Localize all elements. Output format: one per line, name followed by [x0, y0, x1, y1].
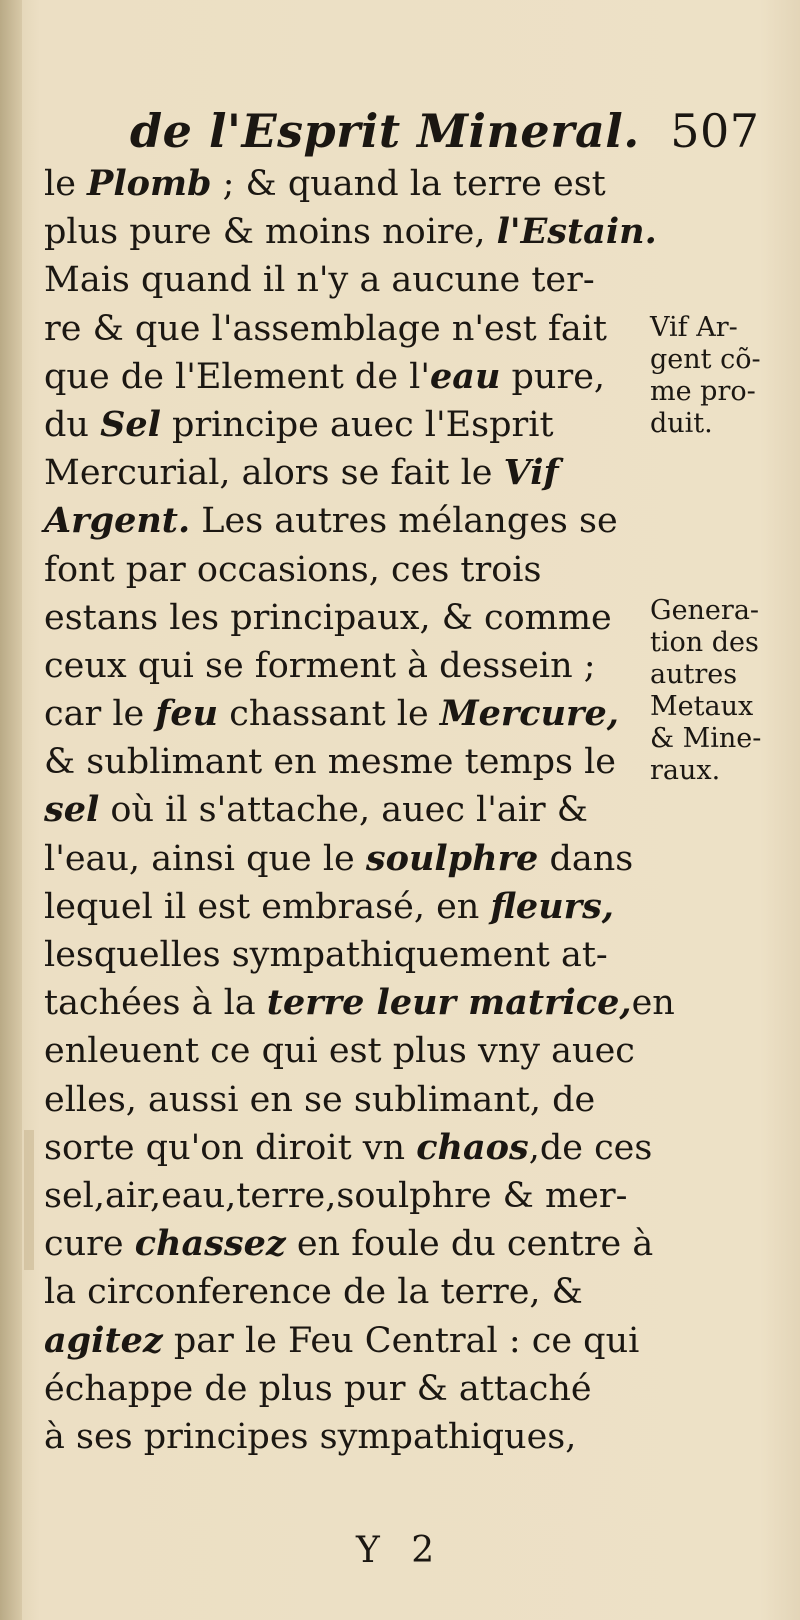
text-line — [44, 353, 644, 401]
text-line — [44, 931, 644, 979]
italic-term: Plomb — [87, 163, 212, 204]
running-header — [130, 104, 760, 158]
margin-note-line: raux. — [650, 755, 721, 786]
text-line — [44, 160, 644, 208]
text-line — [44, 1268, 644, 1316]
text-run: dans — [538, 838, 634, 879]
page-gutter — [0, 0, 22, 1620]
margin-note-generation — [650, 595, 790, 787]
signature-mark: Y 2 — [356, 1530, 445, 1571]
italic-term: terre leur matrice, — [266, 982, 632, 1024]
text-line — [44, 256, 644, 304]
text-run: lequel il est embrasé, en — [44, 886, 491, 927]
text-line — [44, 546, 644, 594]
italic-term: Argent. — [44, 500, 191, 542]
text-run: cure — [44, 1224, 135, 1265]
text-run: pure, — [500, 356, 606, 397]
italic-term: soulphre — [365, 837, 539, 879]
margin-note-line: Metaux — [650, 691, 754, 722]
italic-term: eau — [430, 355, 501, 397]
text-run: ,de ces — [528, 1127, 653, 1168]
text-line — [44, 1172, 644, 1220]
text-run: à ses principes sympathiques, — [44, 1416, 577, 1457]
header-title: de l'Esprit Mineral. — [130, 104, 640, 158]
text-line — [44, 690, 644, 738]
text-line — [44, 449, 644, 497]
text-line — [44, 1027, 644, 1075]
margin-note-line: duit. — [650, 408, 713, 439]
italic-term: chassez — [134, 1223, 286, 1265]
text-run: chassant le — [218, 694, 440, 735]
text-line — [44, 1317, 644, 1365]
text-run: du — [44, 404, 101, 445]
text-run: plus pure & moins noire, — [44, 212, 497, 253]
text-line — [44, 1124, 653, 1172]
italic-term: l'Estain. — [496, 211, 657, 253]
text-line — [44, 305, 644, 353]
text-run: ; & quand la terre est — [211, 164, 606, 204]
text-line — [44, 738, 644, 786]
italic-term: agitez — [44, 1319, 163, 1361]
text-run: sorte qu'on diroit vn — [44, 1127, 417, 1168]
text-line — [44, 979, 675, 1027]
margin-note-line: Genera- — [650, 595, 760, 626]
text-run: échappe de plus pur & attaché — [44, 1368, 592, 1409]
page-number: 507 — [670, 104, 760, 158]
italic-term: feu — [155, 693, 219, 735]
text-line — [44, 642, 644, 690]
text-run: estans les principaux, & comme — [44, 597, 612, 638]
text-run: le — [44, 164, 88, 204]
italic-term: Sel — [100, 403, 161, 445]
text-line — [44, 786, 644, 834]
text-run: lesquelles sympathiquement at- — [44, 935, 608, 975]
text-run: & sublimant en mesme temps le — [44, 742, 616, 783]
text-run: en foule du centre à — [285, 1224, 654, 1265]
text-run: car le — [44, 694, 156, 735]
paper-stain — [24, 1130, 34, 1270]
italic-term: Mercure, — [439, 693, 619, 735]
text-line — [44, 497, 644, 545]
text-line — [44, 1413, 644, 1461]
text-run: tachées à la — [44, 983, 267, 1024]
margin-note-line: & Mine- — [650, 723, 762, 754]
text-run: la circonference de la terre, & — [44, 1272, 583, 1313]
text-line — [44, 401, 644, 449]
margin-note-line: tion des — [650, 627, 759, 658]
text-run: principe auec l'Esprit — [160, 404, 554, 445]
body-text — [44, 160, 675, 1461]
text-run: Les autres mélanges se — [190, 501, 618, 542]
text-line — [44, 883, 644, 931]
text-run: l'eau, ainsi que le — [44, 838, 366, 879]
margin-note-line: Vif Ar- — [650, 312, 738, 343]
text-run: sel,air,eau,terre,soulphre & mer- — [44, 1175, 628, 1216]
text-line — [44, 835, 644, 883]
text-run: font par occasions, ces trois — [44, 549, 542, 590]
text-line — [44, 1220, 654, 1268]
text-run: en — [631, 983, 675, 1024]
margin-note-vif-argent — [650, 312, 790, 440]
text-line — [44, 1365, 644, 1413]
text-run: par le Feu Central : ce qui — [162, 1320, 640, 1361]
italic-term: sel — [44, 789, 100, 831]
text-line — [44, 594, 644, 642]
margin-note-line: autres — [650, 659, 738, 690]
text-line — [44, 1076, 644, 1124]
text-run: que de l'Element de l' — [44, 356, 430, 397]
text-run: enleuent ce qui est plus vny auec — [44, 1031, 635, 1072]
text-run: re & que l'assemblage n'est fait — [44, 308, 607, 349]
italic-term: chaos — [416, 1126, 529, 1168]
text-run: Mais quand il n'y a aucune ter- — [44, 260, 595, 301]
text-run: ceux qui se forment à dessein ; — [44, 645, 596, 686]
margin-note-line: me pro- — [650, 376, 756, 407]
text-run: où il s'attache, auec l'air & — [99, 790, 588, 831]
margin-note-line: gent cõ- — [650, 344, 761, 375]
text-run: elles, aussi en se sublimant, de — [44, 1079, 596, 1120]
italic-term: Vif — [503, 452, 559, 494]
italic-term: fleurs, — [490, 885, 614, 927]
text-line — [44, 208, 657, 256]
text-run: Mercurial, alors se fait le — [44, 453, 504, 494]
